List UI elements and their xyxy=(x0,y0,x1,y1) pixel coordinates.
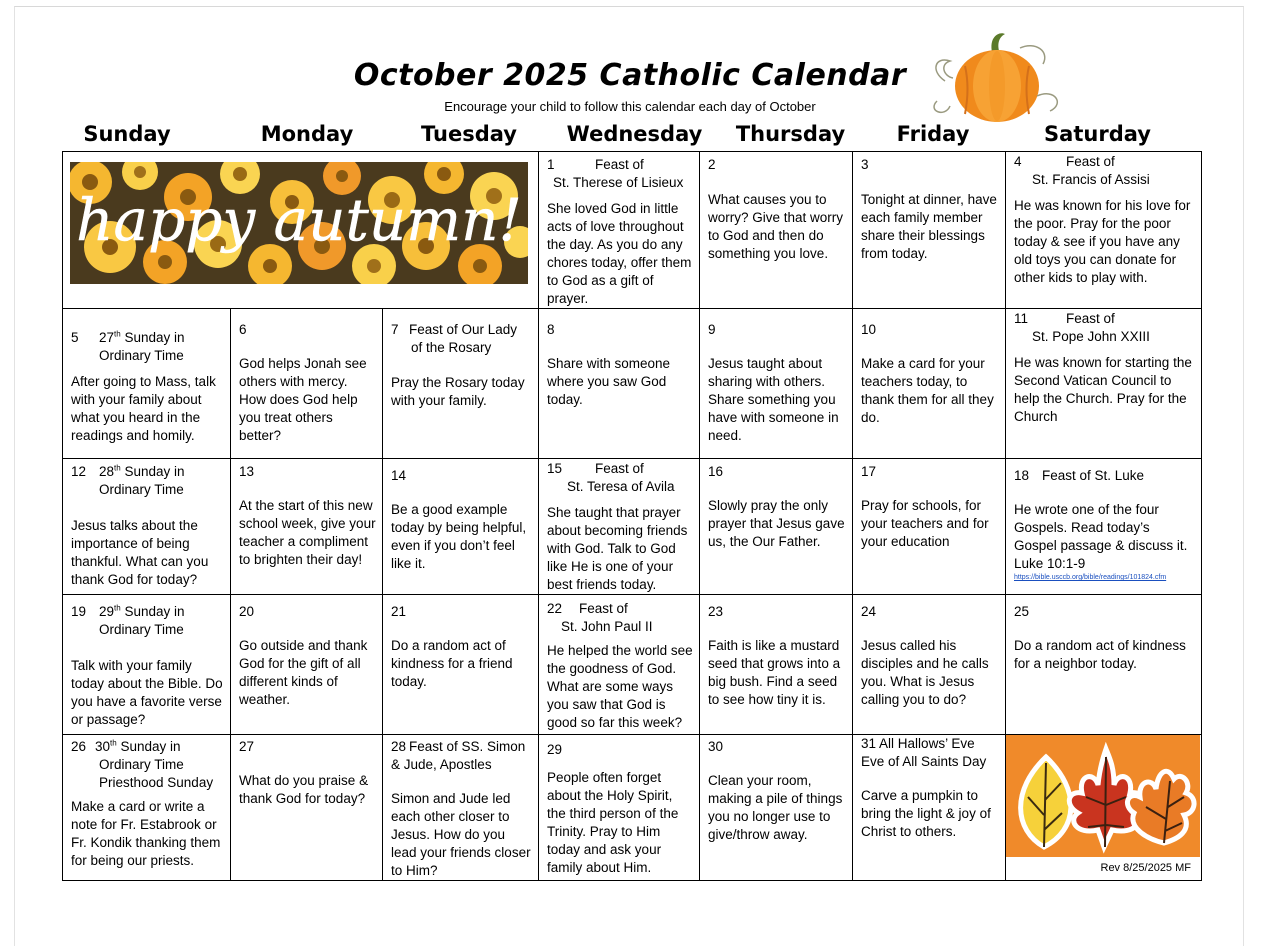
day-number: 24 xyxy=(861,604,877,619)
page-title: October 2025 Catholic Calendar xyxy=(353,58,907,93)
day-cell-28 xyxy=(383,735,539,881)
day-text: Jesus called his disciples and he calls you. What is Jesus calling you to do? xyxy=(861,638,989,707)
sunday-title: Sunday in xyxy=(124,464,185,479)
sunday-title: Sunday in xyxy=(124,604,185,619)
day-number: 16 xyxy=(708,464,724,479)
weekday-tuesday: Tuesday xyxy=(421,122,517,146)
day-cell-3 xyxy=(853,152,1006,309)
sunday-ordinal: 28 xyxy=(99,464,115,479)
day-number: 15 xyxy=(547,461,563,476)
day-text: Pray for schools, for your teachers and for your education xyxy=(861,498,989,549)
day-cell-17 xyxy=(853,459,1006,595)
day-cell-19 xyxy=(63,595,231,735)
day-text: People often forget about the Holy Spirit, the third person of the Trinity. Pray to Him today and ask your family about Him. xyxy=(547,770,679,875)
day-text: She loved God in little acts of love throughout the day. As you do any chores today, offer them to God as a gift of prayer. xyxy=(547,201,692,306)
day-text: What do you praise & thank God for today? xyxy=(239,773,369,806)
day-text: Jesus taught about sharing with others. Share something you have with someone in need. xyxy=(708,356,839,443)
feast-label: All Hallows’ Eve xyxy=(879,736,975,751)
feast-label: Feast of SS. Simon xyxy=(409,739,526,754)
day-number: 17 xyxy=(861,464,877,479)
day-number: 29 xyxy=(547,742,563,757)
day-number: 25 xyxy=(1014,604,1030,619)
day-number: 6 xyxy=(239,322,247,337)
day-text: Do a random act of kindness for a friend today. xyxy=(391,638,513,689)
feast-label: Feast of St. Luke xyxy=(1042,468,1145,483)
ordinal-suffix: th xyxy=(110,738,117,748)
day-cell-15 xyxy=(539,459,700,595)
feast-saint: of the Rosary xyxy=(411,340,492,355)
sunday-title-2: Ordinary Time xyxy=(99,348,184,363)
day-text: He wrote one of the four Gospels. Read today’s Gospel passage & discuss it. xyxy=(1014,502,1188,553)
day-text: Be a good example today by being helpful, even if you don’t feel like it. xyxy=(391,502,527,571)
ordinal-suffix: th xyxy=(114,463,121,473)
page-subtitle: Encourage your child to follow this calendar each day of October xyxy=(444,99,816,114)
feast-saint: St. Teresa of Avila xyxy=(567,479,675,494)
day-number: 2 xyxy=(708,157,716,172)
day-number: 26 xyxy=(71,739,87,754)
day-cell-29 xyxy=(539,735,700,881)
day-text: Share with someone where you saw God today. xyxy=(547,356,671,407)
day-cell-20 xyxy=(231,595,383,735)
day-text: Tonight at dinner, have each family member share their blessings from today. xyxy=(861,192,997,261)
day-text: Talk with your family today about the Bible. Do you have a favorite verse or passage? xyxy=(71,658,223,727)
day-text: God helps Jonah see others with mercy. How does God help you treat others better? xyxy=(239,356,367,443)
week-row-2 xyxy=(63,309,1202,459)
day-cell-26 xyxy=(63,735,231,881)
feast-saint: St. John Paul II xyxy=(561,619,653,634)
day-text: He was known for starting the Second Vatican Council to help the Church. Pray for the Church xyxy=(1014,355,1192,424)
weekday-monday: Monday xyxy=(260,122,354,146)
day-text: She taught that prayer about becoming friends with God. Talk to God like He is one of your best friends today. xyxy=(547,505,688,592)
scripture-reference: Luke 10:1-9 xyxy=(1014,556,1086,571)
weekday-sunday: Sunday xyxy=(83,122,171,146)
day-number: 8 xyxy=(547,322,555,337)
weekday-saturday: Saturday xyxy=(1044,122,1151,146)
sunday-title-2: Ordinary Time xyxy=(99,482,184,497)
day-number: 10 xyxy=(861,322,877,337)
day-number: 7 xyxy=(391,322,399,337)
day-text: After going to Mass, talk with your family about what you heard in the readings and homily. xyxy=(71,374,216,443)
day-number: 13 xyxy=(239,464,255,479)
day-text: Pray the Rosary today with your family. xyxy=(391,375,525,408)
day-cell-9 xyxy=(700,309,853,459)
weekday-wednesday: Wednesday xyxy=(566,122,703,146)
week-row-3 xyxy=(63,459,1202,595)
readings-link[interactable]: https://bible.usccb.org/bible/readings/101824.cfm xyxy=(1014,574,1167,581)
week-row-5 xyxy=(63,735,1202,881)
autumn-leaves-illustration xyxy=(1006,735,1200,857)
autumn-banner-cell xyxy=(63,152,539,309)
feast-label: Feast of xyxy=(595,157,644,172)
day-number: 4 xyxy=(1014,154,1022,169)
day-text: Faith is like a mustard seed that grows into a big bush. Find a seed to see how tiny it is. xyxy=(708,638,841,707)
day-cell-1 xyxy=(539,152,700,309)
day-cell-5 xyxy=(63,309,231,459)
feast-label: Feast of xyxy=(1066,154,1115,169)
day-cell-21 xyxy=(383,595,539,735)
day-text: What causes you to worry? Give that worry to God and then do something you love. xyxy=(708,192,844,261)
feast-label: Feast of xyxy=(579,601,628,616)
feast-label: Feast of xyxy=(595,461,644,476)
day-cell-13 xyxy=(231,459,383,595)
day-text: Make a card for your teachers today, to thank them for all they do. xyxy=(861,356,994,425)
day-cell-8 xyxy=(539,309,700,459)
sunday-ordinal: 27 xyxy=(99,330,115,345)
day-cell-14 xyxy=(383,459,539,595)
day-cell-7 xyxy=(383,309,539,459)
day-cell-6 xyxy=(231,309,383,459)
revision-note: Rev 8/25/2025 MF xyxy=(1100,862,1191,874)
day-text: Simon and Jude led each other closer to Jesus. How do you lead your friends closer to Him? xyxy=(391,791,531,878)
day-number: 20 xyxy=(239,604,255,619)
ordinal-suffix: th xyxy=(114,603,121,613)
day-cell-2 xyxy=(700,152,853,309)
day-text: He was known for his love for the poor. Pray for the poor today & see if you have any old toys you can donate for other kids to play with. xyxy=(1014,198,1191,285)
day-number: 27 xyxy=(239,739,255,754)
day-number: 18 xyxy=(1014,468,1030,483)
weekday-thursday: Thursday xyxy=(735,122,846,146)
day-number: 23 xyxy=(708,604,724,619)
sunday-ordinal: 30 xyxy=(95,739,111,754)
day-cell-18 xyxy=(1006,459,1202,595)
ordinal-suffix: th xyxy=(114,329,121,339)
day-text: Jesus talks about the importance of being thankful. What can you thank God for today? xyxy=(71,518,209,587)
feast-saint: St. Pope John XXIII xyxy=(1032,329,1150,344)
calendar-grid xyxy=(62,151,1202,881)
feast-saint: St. Therese of Lisieux xyxy=(553,175,684,190)
feast-saint: & Jude, Apostles xyxy=(391,757,492,772)
week-row-1 xyxy=(63,152,1202,309)
day-cell-4 xyxy=(1006,152,1202,309)
weekday-friday: Friday xyxy=(896,122,970,146)
day-number: 19 xyxy=(71,604,87,619)
day-cell-11 xyxy=(1006,309,1202,459)
sunday-ordinal: 29 xyxy=(99,604,115,619)
feast-saint: Eve of All Saints Day xyxy=(861,754,987,769)
day-text: Carve a pumpkin to bring the light & joy of Christ to others. xyxy=(861,788,991,839)
day-cell-30 xyxy=(700,735,853,881)
sunday-title-3: Priesthood Sunday xyxy=(99,775,214,790)
autumn-banner-text: happy autumn! xyxy=(76,186,522,254)
day-cell-31 xyxy=(853,735,1006,881)
day-number: 14 xyxy=(391,468,407,483)
day-number: 11 xyxy=(1014,311,1029,326)
feast-label: Feast of xyxy=(1066,311,1115,326)
day-number: 28 xyxy=(391,739,407,754)
week-row-4 xyxy=(63,595,1202,735)
day-text: Clean your room, making a pile of things you no longer use to give/throw away. xyxy=(708,773,843,842)
autumn-banner-image xyxy=(70,162,528,284)
day-text: Do a random act of kindness for a neighbor today. xyxy=(1014,638,1186,671)
day-cell-27 xyxy=(231,735,383,881)
day-number: 9 xyxy=(708,322,716,337)
sunday-title-2: Ordinary Time xyxy=(99,622,184,637)
day-number: 30 xyxy=(708,739,724,754)
feast-label: Feast of Our Lady xyxy=(409,322,518,337)
day-cell-23 xyxy=(700,595,853,735)
day-number: 5 xyxy=(71,330,79,345)
day-text: At the start of this new school week, give your teacher a compliment to brighten their day! xyxy=(239,498,376,567)
day-text: Go outside and thank God for the gift of all different kinds of weather. xyxy=(239,638,368,707)
day-number: 22 xyxy=(547,601,563,616)
day-number: 1 xyxy=(547,157,555,172)
day-cell-12 xyxy=(63,459,231,595)
sunday-title-2: Ordinary Time xyxy=(99,757,184,772)
day-text: Make a card or write a note for Fr. Estabrook or Fr. Kondik thanking them for being our priests. xyxy=(71,799,221,868)
day-number: 3 xyxy=(861,157,869,172)
leaves-cell xyxy=(1006,735,1202,881)
day-cell-22 xyxy=(539,595,700,735)
feast-saint: St. Francis of Assisi xyxy=(1032,172,1150,187)
sunday-title: Sunday in xyxy=(120,739,181,754)
day-number: 21 xyxy=(391,604,407,619)
day-cell-24 xyxy=(853,595,1006,735)
day-text: He helped the world see the goodness of God. What are some ways you saw that God is good so far this week? xyxy=(547,643,693,730)
day-cell-10 xyxy=(853,309,1006,459)
day-number: 12 xyxy=(71,464,87,479)
pumpkin-illustration xyxy=(925,26,1075,126)
sunday-title: Sunday in xyxy=(124,330,185,345)
day-number: 31 xyxy=(861,736,877,751)
day-cell-16 xyxy=(700,459,853,595)
day-cell-25 xyxy=(1006,595,1202,735)
day-text: Slowly pray the only prayer that Jesus gave us, the Our Father. xyxy=(708,498,845,549)
